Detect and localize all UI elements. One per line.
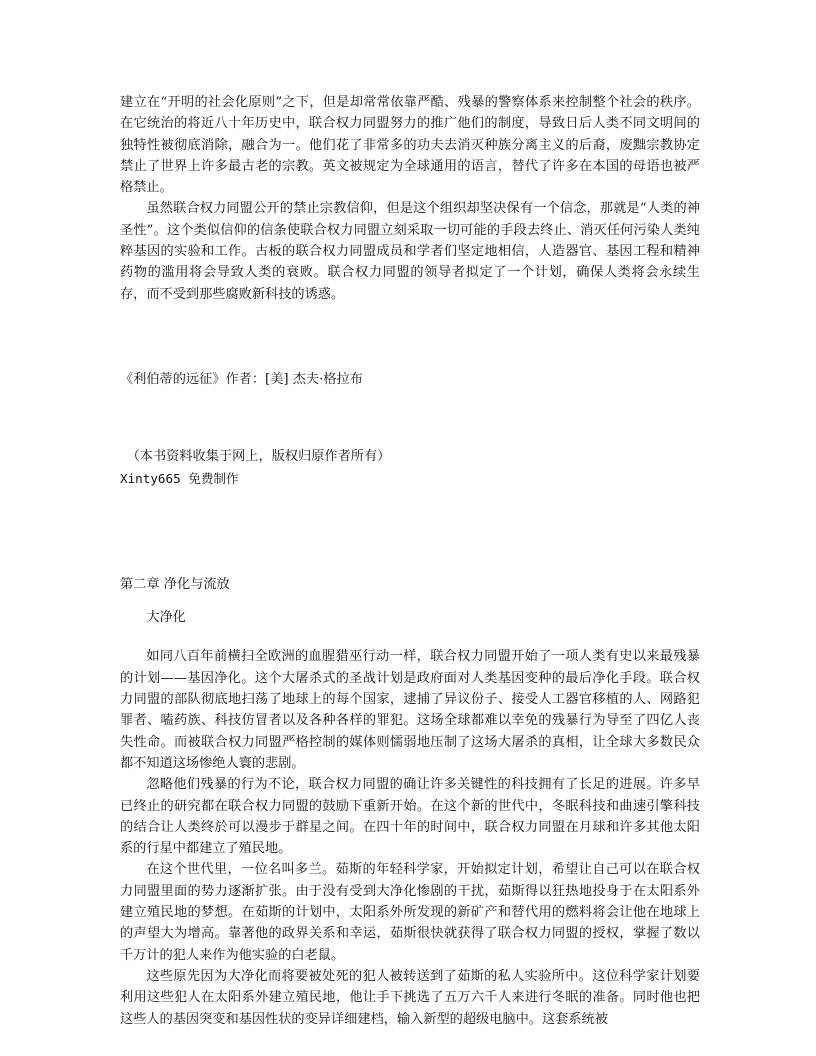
- paragraph: 如同八百年前横扫全欧洲的血腥猎巫行动一样，联合权力同盟开始了一项人类有史以来最残暴的计划——基因净化。这个大屠杀式的圣战计划是政府面对人类基因变种的最后净化手段。联合权力同盟的部队彻底地扫荡了地球上的每个国家，逮捕了异议份子、接受人工器官移植的人、网路犯罪者、嗑药族、科技仿冒者以及各种各样的罪犯。这场全球都难以幸免的残暴行为导至了四亿人丧失性命。而被联合权力同盟严格控制的媒体则懦弱地压制了这场大屠杀的真相，让全球大多数民众都不知道这场惨绝人寰的悲剧。: [120, 649, 700, 771]
- section-title: 大净化: [146, 610, 186, 626]
- producer-credit: Xinty665 免费制作: [120, 470, 239, 486]
- copyright-note: （本书资料收集于网上，版权归原作者所有）: [126, 449, 391, 465]
- book-title-author-line: 《利伯蒂的远征》作者：[美] 杰夫·格拉布: [120, 371, 363, 387]
- paragraph: 建立在“开明的社会化原则”之下，但是却常常依靠严酷、残暴的警察体系来控制整个社会的秩序。在它统治的将近八十年历史中，联合权力同盟努力的推广他们的制度，导致日后人类不同文明间的独特性被彻底消除，融合为一。他们花了非常多的功夫去消灭种族分离主义的后裔，废黜宗教协定禁止了世界上许多最古老的宗教。英文被规定为全球通用的语言，替代了许多在本国的母语也被严格禁止。: [120, 95, 700, 196]
- document-page: [120, 92, 700, 1030]
- paragraph: 忽略他们残暴的行为不论，联合权力同盟的确让许多关键性的科技拥有了长足的进展。许多早已终止的研究都在联合权力同盟的鼓励下重新开始。在这个新的世代中，冬眠科技和曲速引擎科技的结合让人类终於可以漫步于群星之间。在四十年的时间中，联合权力同盟在月球和许多其他太阳系的行星中都建立了殖民地。: [120, 777, 700, 857]
- paragraph: 这些原先因为大净化而将要被处死的犯人被转送到了茹斯的私人实验所中。这位科学家计划要利用这些犯人在太阳系外建立殖民地，他让手下挑选了五万六千人来进行冬眠的准备。同时他也把这些人的基因突变和基因性状的变异详细建档，输入新型的超级电脑中。这套系统被: [120, 968, 700, 1027]
- chapter-title: 第二章 净化与流放: [120, 576, 230, 592]
- paragraph: 虽然联合权力同盟公开的禁止宗教信仰，但是这个组织却坚决保有一个信念，那就是“人类的神圣性”。这个类似信仰的信条使联合权力同盟立刻采取一切可能的手段去终止、消灭任何污染人类纯粹基因的实验和工作。古板的联合权力同盟成员和学者们坚定地相信，人造器官、基因工程和精神药物的滥用将会导致人类的衰败。联合权力同盟的领导者拟定了一个计划，确保人类将会永续生存，而不受到那些腐败新科技的诱惑。: [120, 201, 700, 302]
- paragraph: 在这个世代里，一位名叫多兰。茹斯的年轻科学家，开始拟定计划，希望让自己可以在联合权力同盟里面的势力逐渐扩张。由于没有受到大净化惨剧的干扰，茹斯得以狂热地投身于在太阳系外建立殖民地的梦想。在茹斯的计划中，太阳系外所发现的新矿产和替代用的燃料将会让他在地球上的声望大为增高。靠著他的政界关系和幸运，茹斯很快就获得了联合权力同盟的授权，掌握了数以千万计的犯人来作为他实验的白老鼠。: [120, 862, 700, 963]
